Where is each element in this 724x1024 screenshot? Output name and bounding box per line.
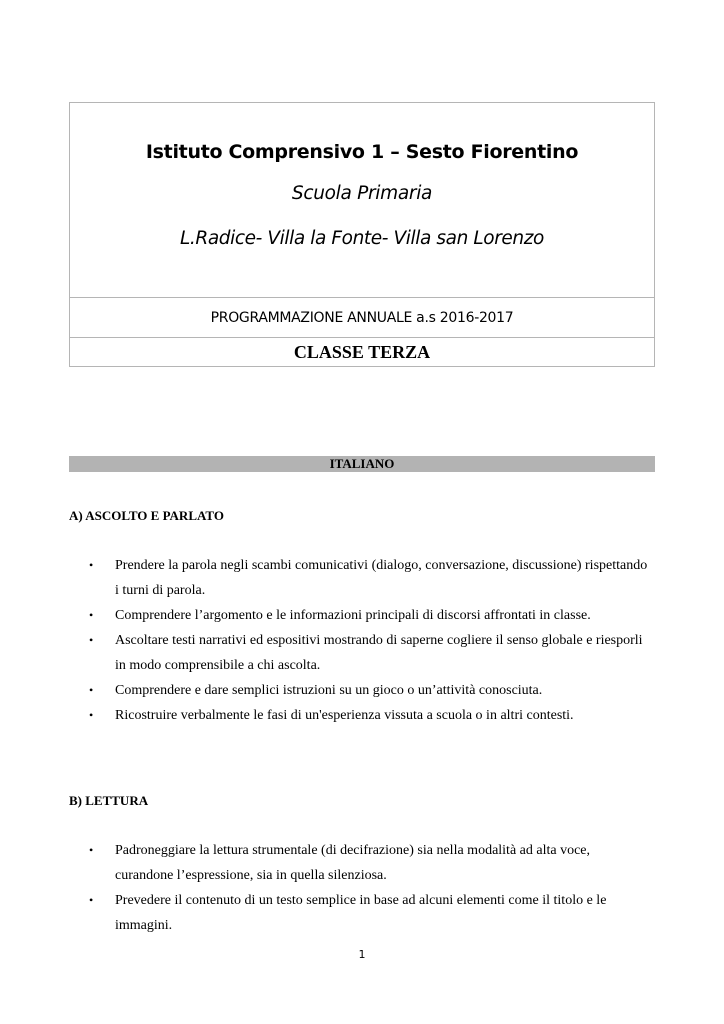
class-title: CLASSE TERZA <box>293 341 431 362</box>
school-type: Scuola Primaria <box>291 183 433 204</box>
list-item-text: Padroneggiare la lettura strumentale (di decifrazione) sia nella modalità ad alta voce, curandone l’espressione, sia in quella silenziosa. <box>115 843 591 883</box>
list-item <box>88 888 648 938</box>
section-title-ascolto: A) ASCOLTO E PARLATO <box>69 508 224 523</box>
list-item-text: Ascoltare testi narrativi ed espositivi mostrando di saperne cogliere il senso globale e riesporli in modo comprensibile a chi ascolta. <box>115 633 643 673</box>
list-item-text: Comprendere e dare semplici istruzioni su un gioco o un’attività conosciuta. <box>115 683 543 698</box>
bullet-icon: • <box>89 893 94 907</box>
header-title-cell <box>70 103 654 298</box>
list-item-text: Prendere la parola negli scambi comunicativi (dialogo, conversazione, discussione) rispettando i turni di parola. <box>115 558 648 598</box>
class-cell <box>70 338 654 366</box>
list-item <box>88 703 648 728</box>
school-sites: L.Radice- Villa la Fonte- Villa san Lorenzo <box>180 228 544 249</box>
list-item <box>88 603 648 628</box>
list-item <box>88 678 648 703</box>
bullet-list-ascolto <box>88 553 648 728</box>
list-item <box>88 628 648 678</box>
bullet-icon: • <box>89 633 94 647</box>
page-number: 1 <box>358 948 366 961</box>
section-title-lettura: B) LETTURA <box>69 793 149 808</box>
list-item <box>88 838 648 888</box>
bullet-icon: • <box>89 683 94 697</box>
bullet-icon: • <box>89 708 94 722</box>
subject-heading: ITALIANO <box>69 456 655 472</box>
header-table <box>69 102 655 367</box>
bullet-list-lettura <box>88 838 648 938</box>
bullet-icon: • <box>89 558 94 572</box>
programme-title: PROGRAMMAZIONE ANNUALE a.s 2016-2017 <box>210 309 514 326</box>
list-item <box>88 553 648 603</box>
school-name: Istituto Comprensivo 1 – Sesto Fiorentino <box>145 141 579 163</box>
programme-cell <box>70 298 654 338</box>
list-item-text: Ricostruire verbalmente le fasi di un'esperienza vissuta a scuola o in altri contesti. <box>115 708 574 723</box>
list-item-text: Comprendere l’argomento e le informazioni principali di discorsi affrontati in classe. <box>115 608 591 623</box>
list-item-text: Prevedere il contenuto di un testo semplice in base ad alcuni elementi come il titolo e le immagini. <box>115 893 607 933</box>
bullet-icon: • <box>89 843 94 857</box>
bullet-icon: • <box>89 608 94 622</box>
